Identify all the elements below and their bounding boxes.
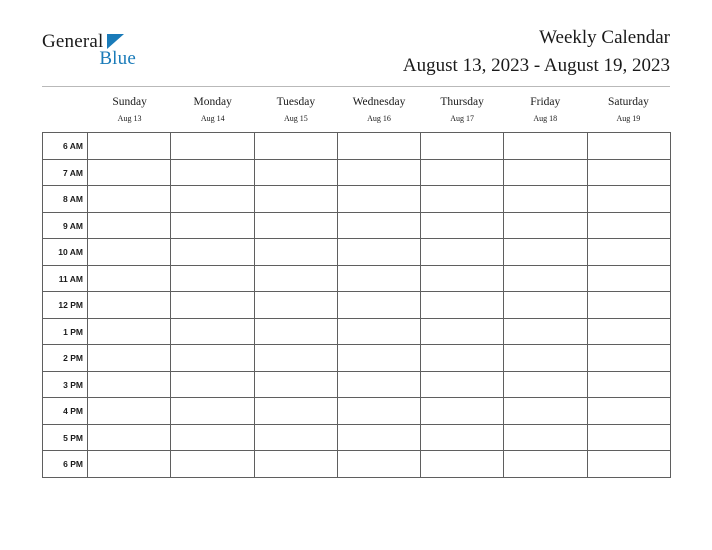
day-header-wednesday [337, 93, 420, 127]
calendar-slot-friday-11am[interactable] [504, 266, 587, 293]
calendar-slot-wednesday-12pm[interactable] [338, 292, 421, 319]
calendar-slot-tuesday-5pm[interactable] [255, 425, 338, 452]
calendar-row [43, 345, 671, 372]
brand-name-blue: Blue [99, 48, 136, 69]
calendar-slot-sunday-10am[interactable] [88, 239, 171, 266]
day-header-tuesday [254, 93, 337, 127]
calendar-slot-sunday-11am[interactable] [88, 266, 171, 293]
day-date: Aug 19 [616, 114, 641, 124]
calendar-slot-saturday-10am[interactable] [588, 239, 671, 266]
day-header-thursday [421, 93, 504, 127]
date-range: August 13, 2023 - August 19, 2023 [402, 54, 670, 76]
calendar-slot-sunday-6pm[interactable] [88, 451, 171, 478]
calendar-slot-sunday-5pm[interactable] [88, 425, 171, 452]
calendar-slot-saturday-7am[interactable] [588, 160, 671, 187]
calendar-slot-sunday-1pm[interactable] [88, 319, 171, 346]
calendar-row [43, 186, 671, 213]
calendar-row [43, 372, 671, 399]
calendar-slot-thursday-12pm[interactable] [421, 292, 504, 319]
calendar-slot-wednesday-11am[interactable] [338, 266, 421, 293]
calendar-slot-friday-2pm[interactable] [504, 345, 587, 372]
calendar-slot-thursday-3pm[interactable] [421, 372, 504, 399]
calendar-slot-saturday-8am[interactable] [588, 186, 671, 213]
day-header-friday [504, 93, 587, 127]
calendar-slot-tuesday-8am[interactable] [255, 186, 338, 213]
calendar-row [43, 133, 671, 160]
day-date: Aug 18 [533, 114, 558, 124]
calendar-slot-saturday-6am[interactable] [588, 133, 671, 160]
calendar-slot-saturday-6pm[interactable] [588, 451, 671, 478]
time-label: 3 PM [43, 372, 88, 399]
calendar-slot-friday-8am[interactable] [504, 186, 587, 213]
calendar-slot-saturday-9am[interactable] [588, 213, 671, 240]
calendar-slot-sunday-12pm[interactable] [88, 292, 171, 319]
calendar-slot-saturday-3pm[interactable] [588, 372, 671, 399]
calendar-row [43, 398, 671, 425]
calendar-slot-saturday-4pm[interactable] [588, 398, 671, 425]
calendar-slot-thursday-11am[interactable] [421, 266, 504, 293]
time-label: 9 AM [43, 213, 88, 240]
time-label: 8 AM [43, 186, 88, 213]
header-divider [42, 86, 670, 87]
time-label: 12 PM [43, 292, 88, 319]
day-header-sunday [88, 93, 171, 127]
calendar-row [43, 292, 671, 319]
calendar-slot-sunday-2pm[interactable] [88, 345, 171, 372]
calendar-slot-thursday-6pm[interactable] [421, 451, 504, 478]
calendar-slot-tuesday-7am[interactable] [255, 160, 338, 187]
calendar-slot-monday-3pm[interactable] [171, 372, 254, 399]
time-label: 1 PM [43, 319, 88, 346]
calendar-slot-thursday-9am[interactable] [421, 213, 504, 240]
time-label: 10 AM [43, 239, 88, 266]
calendar-row [43, 425, 671, 452]
calendar-slot-friday-10am[interactable] [504, 239, 587, 266]
time-label: 11 AM [43, 266, 88, 293]
calendar-slot-friday-1pm[interactable] [504, 319, 587, 346]
calendar-slot-wednesday-1pm[interactable] [338, 319, 421, 346]
calendar-slot-tuesday-2pm[interactable] [255, 345, 338, 372]
page-title: Weekly Calendar [539, 27, 670, 48]
calendar-slot-monday-9am[interactable] [171, 213, 254, 240]
calendar-slot-thursday-7am[interactable] [421, 160, 504, 187]
time-label: 5 PM [43, 425, 88, 452]
calendar-slot-monday-11am[interactable] [171, 266, 254, 293]
blue-flag-icon [107, 34, 124, 49]
calendar-slot-sunday-6am[interactable] [88, 133, 171, 160]
calendar-slot-friday-5pm[interactable] [504, 425, 587, 452]
calendar-slot-thursday-2pm[interactable] [421, 345, 504, 372]
calendar-slot-saturday-5pm[interactable] [588, 425, 671, 452]
calendar-slot-monday-7am[interactable] [171, 160, 254, 187]
calendar-slot-tuesday-1pm[interactable] [255, 319, 338, 346]
calendar-row [43, 266, 671, 293]
calendar-slot-tuesday-6pm[interactable] [255, 451, 338, 478]
calendar-slot-monday-12pm[interactable] [171, 292, 254, 319]
calendar-slot-friday-6pm[interactable] [504, 451, 587, 478]
calendar-slot-tuesday-4pm[interactable] [255, 398, 338, 425]
day-name: Wednesday [352, 96, 406, 108]
day-date: Aug 15 [283, 114, 308, 124]
day-header-saturday [587, 93, 670, 127]
calendar-slot-friday-12pm[interactable] [504, 292, 587, 319]
calendar-slot-monday-6pm[interactable] [171, 451, 254, 478]
brand-logo [42, 22, 142, 68]
calendar-slot-monday-2pm[interactable] [171, 345, 254, 372]
title-block [403, 22, 670, 79]
day-date: Aug 13 [117, 114, 142, 124]
calendar-slot-wednesday-6pm[interactable] [338, 451, 421, 478]
day-header-row [42, 93, 670, 127]
calendar-slot-wednesday-2pm[interactable] [338, 345, 421, 372]
calendar-slot-sunday-3pm[interactable] [88, 372, 171, 399]
calendar-slot-saturday-1pm[interactable] [588, 319, 671, 346]
calendar-slot-friday-7am[interactable] [504, 160, 587, 187]
calendar-slot-monday-5pm[interactable] [171, 425, 254, 452]
calendar-row [43, 319, 671, 346]
calendar-slot-wednesday-5pm[interactable] [338, 425, 421, 452]
day-name: Monday [193, 96, 232, 108]
calendar-slot-wednesday-8am[interactable] [338, 186, 421, 213]
calendar-slot-saturday-11am[interactable] [588, 266, 671, 293]
calendar-slot-monday-6am[interactable] [171, 133, 254, 160]
calendar-slot-sunday-4pm[interactable] [88, 398, 171, 425]
calendar-slot-sunday-8am[interactable] [88, 186, 171, 213]
day-date: Aug 14 [200, 114, 225, 124]
calendar-slot-thursday-1pm[interactable] [421, 319, 504, 346]
calendar-slot-wednesday-3pm[interactable] [338, 372, 421, 399]
day-name: Thursday [440, 96, 484, 108]
calendar-slot-wednesday-6am[interactable] [338, 133, 421, 160]
calendar-slot-monday-1pm[interactable] [171, 319, 254, 346]
time-label: 6 PM [43, 451, 88, 478]
day-header-monday [171, 93, 254, 127]
calendar-slot-tuesday-9am[interactable] [255, 213, 338, 240]
calendar-slot-thursday-5pm[interactable] [421, 425, 504, 452]
calendar-slot-wednesday-7am[interactable] [338, 160, 421, 187]
day-name: Friday [530, 96, 561, 108]
calendar-slot-saturday-2pm[interactable] [588, 345, 671, 372]
calendar-slot-tuesday-3pm[interactable] [255, 372, 338, 399]
day-name: Tuesday [276, 96, 316, 108]
time-label: 6 AM [43, 133, 88, 160]
calendar-slot-friday-4pm[interactable] [504, 398, 587, 425]
calendar-grid [42, 132, 671, 478]
day-name: Saturday [607, 96, 649, 108]
calendar-slot-tuesday-10am[interactable] [255, 239, 338, 266]
calendar-slot-saturday-12pm[interactable] [588, 292, 671, 319]
page-header [42, 22, 670, 78]
calendar-slot-wednesday-4pm[interactable] [338, 398, 421, 425]
day-name: Sunday [112, 96, 147, 108]
time-label: 2 PM [43, 345, 88, 372]
calendar-row [43, 451, 671, 478]
calendar-slot-monday-10am[interactable] [171, 239, 254, 266]
calendar-slot-sunday-9am[interactable] [88, 213, 171, 240]
calendar-slot-friday-9am[interactable] [504, 213, 587, 240]
calendar-slot-friday-3pm[interactable] [504, 372, 587, 399]
calendar-slot-thursday-4pm[interactable] [421, 398, 504, 425]
calendar-slot-tuesday-12pm[interactable] [255, 292, 338, 319]
calendar-row [43, 239, 671, 266]
calendar-slot-tuesday-11am[interactable] [255, 266, 338, 293]
calendar-slot-thursday-6am[interactable] [421, 133, 504, 160]
calendar-slot-sunday-7am[interactable] [88, 160, 171, 187]
calendar-slot-friday-6am[interactable] [504, 133, 587, 160]
calendar-slot-thursday-8am[interactable] [421, 186, 504, 213]
time-label: 7 AM [43, 160, 88, 187]
calendar-slot-thursday-10am[interactable] [421, 239, 504, 266]
day-date: Aug 17 [450, 114, 475, 124]
calendar-row [43, 160, 671, 187]
brand-name-general: General [42, 31, 104, 52]
calendar-slot-monday-4pm[interactable] [171, 398, 254, 425]
calendar-slot-wednesday-9am[interactable] [338, 213, 421, 240]
calendar-slot-tuesday-6am[interactable] [255, 133, 338, 160]
calendar-slot-monday-8am[interactable] [171, 186, 254, 213]
time-label: 4 PM [43, 398, 88, 425]
calendar-row [43, 213, 671, 240]
day-date: Aug 16 [367, 114, 391, 124]
calendar-slot-wednesday-10am[interactable] [338, 239, 421, 266]
